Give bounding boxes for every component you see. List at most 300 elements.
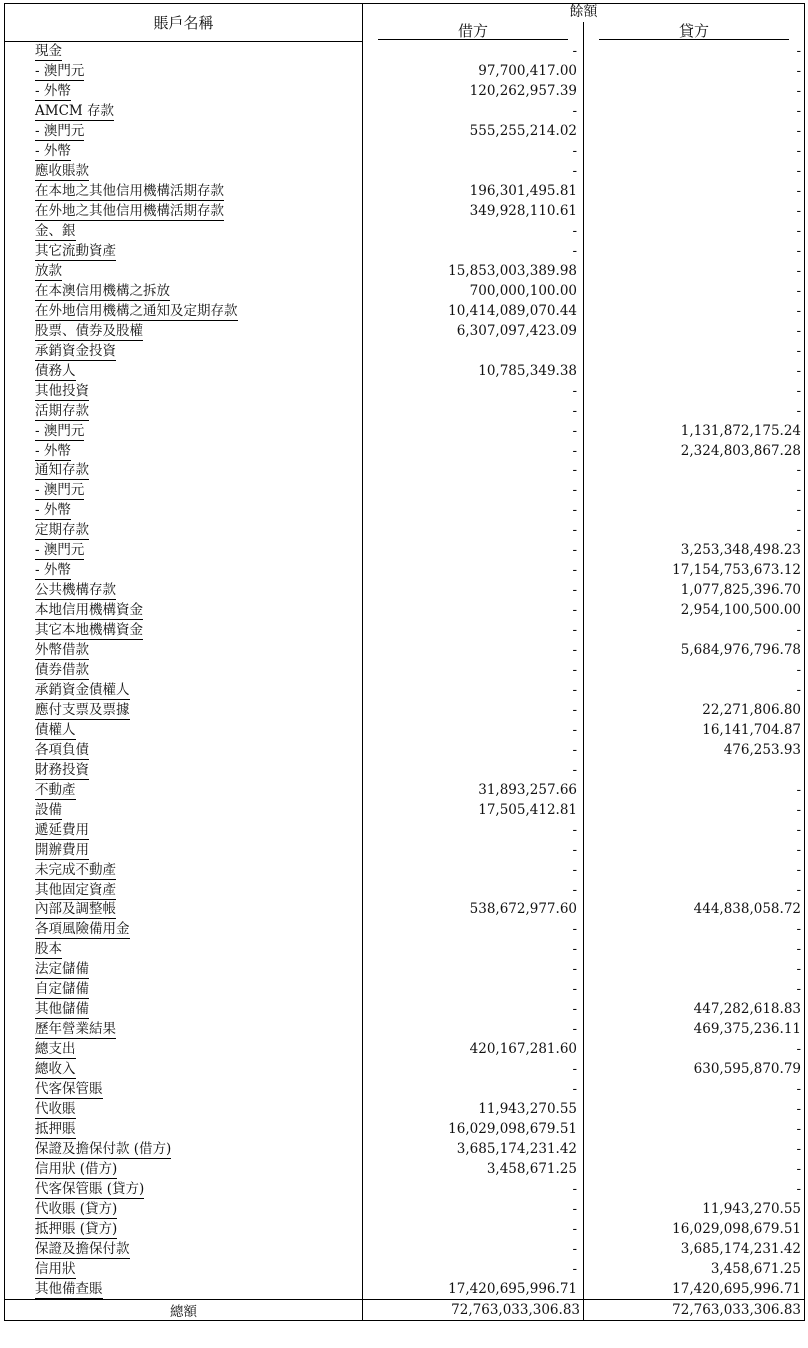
account-name: - 外幣 bbox=[35, 562, 71, 579]
credit-cell: - bbox=[584, 321, 805, 341]
debit-cell: - bbox=[363, 242, 584, 262]
account-name-cell bbox=[5, 1040, 363, 1060]
credit-cell: - bbox=[584, 162, 805, 182]
credit-cell: - bbox=[584, 820, 805, 840]
account-name-cell bbox=[5, 601, 363, 621]
debit-cell: 3,685,174,231.42 bbox=[363, 1139, 584, 1159]
account-name: 在本澳信用機構之拆放 bbox=[35, 282, 170, 299]
credit-cell: - bbox=[584, 780, 805, 800]
debit-cell: - bbox=[363, 421, 584, 441]
table-row bbox=[5, 1080, 805, 1100]
account-name-cell bbox=[5, 1239, 363, 1259]
debit-cell: 15,853,003,389.98 bbox=[363, 261, 584, 281]
debit-cell: - bbox=[363, 441, 584, 461]
account-name-cell bbox=[5, 42, 363, 62]
account-name-cell bbox=[5, 501, 363, 521]
debit-cell: - bbox=[363, 581, 584, 601]
account-name-cell bbox=[5, 661, 363, 681]
credit-cell: 469,375,236.11 bbox=[584, 1020, 805, 1040]
account-name: 債務人 bbox=[35, 362, 76, 379]
account-name-cell bbox=[5, 1080, 363, 1100]
account-name: 其他備查賬 bbox=[35, 1280, 103, 1297]
table-row bbox=[5, 1179, 805, 1199]
table-row bbox=[5, 1159, 805, 1179]
account-name: 法定儲備 bbox=[35, 961, 89, 978]
credit-cell: - bbox=[584, 1100, 805, 1120]
debit-cell: - bbox=[363, 1179, 584, 1199]
account-name-cell bbox=[5, 401, 363, 421]
credit-cell: - bbox=[584, 222, 805, 242]
table-row bbox=[5, 202, 805, 222]
debit-cell: 120,262,957.39 bbox=[363, 82, 584, 102]
credit-cell: 22,271,806.80 bbox=[584, 700, 805, 720]
account-name: - 外幣 bbox=[35, 502, 71, 519]
credit-cell: 2,324,803,867.28 bbox=[584, 441, 805, 461]
account-name-cell bbox=[5, 621, 363, 641]
account-name: 活期存款 bbox=[35, 402, 89, 419]
debit-cell: - bbox=[363, 740, 584, 760]
account-name: 其他儲備 bbox=[35, 1001, 89, 1018]
account-name: - 澳門元 bbox=[35, 63, 85, 80]
credit-cell: 17,420,695,996.71 bbox=[584, 1279, 805, 1299]
account-name: 股票、債券及股權 bbox=[35, 322, 143, 339]
account-name: 金、銀 bbox=[35, 223, 76, 240]
account-name-header: 賬戶名稱 bbox=[5, 4, 363, 42]
debit-cell: - bbox=[363, 700, 584, 720]
account-name: 外幣借款 bbox=[35, 642, 89, 659]
credit-cell: 5,684,976,796.78 bbox=[584, 641, 805, 661]
account-name: - 澳門元 bbox=[35, 542, 85, 559]
account-name: 股本 bbox=[35, 941, 62, 958]
account-name-cell bbox=[5, 1259, 363, 1279]
credit-header-label: 貸方 bbox=[599, 23, 789, 40]
account-name-cell bbox=[5, 1139, 363, 1159]
table-row bbox=[5, 700, 805, 720]
debit-cell: 538,672,977.60 bbox=[363, 900, 584, 920]
account-name: 放款 bbox=[35, 262, 62, 279]
debit-cell: - bbox=[363, 681, 584, 701]
debit-cell: - bbox=[363, 1199, 584, 1219]
account-name-cell bbox=[5, 641, 363, 661]
debit-cell: 31,893,257.66 bbox=[363, 780, 584, 800]
table-row bbox=[5, 381, 805, 401]
table-row bbox=[5, 541, 805, 561]
table-row bbox=[5, 940, 805, 960]
credit-cell: - bbox=[584, 521, 805, 541]
account-name: 開辦費用 bbox=[35, 841, 89, 858]
account-name: - 外幣 bbox=[35, 83, 71, 100]
account-name: 總收入 bbox=[35, 1061, 76, 1078]
table-row bbox=[5, 1100, 805, 1120]
debit-cell: 196,301,495.81 bbox=[363, 182, 584, 202]
credit-cell: 630,595,870.79 bbox=[584, 1060, 805, 1080]
debit-cell: - bbox=[363, 1239, 584, 1259]
debit-cell: 11,943,270.55 bbox=[363, 1100, 584, 1120]
credit-cell: - bbox=[584, 381, 805, 401]
account-name: 債權人 bbox=[35, 721, 76, 738]
account-name-cell bbox=[5, 1179, 363, 1199]
table-row bbox=[5, 1040, 805, 1060]
table-row bbox=[5, 182, 805, 202]
credit-cell: - bbox=[584, 182, 805, 202]
account-name-cell bbox=[5, 1119, 363, 1139]
credit-cell: - bbox=[584, 1119, 805, 1139]
account-name: 財務投資 bbox=[35, 761, 89, 778]
account-name: 各項風險備用金 bbox=[35, 921, 130, 938]
balance-sheet bbox=[4, 3, 804, 1321]
account-name: 歷年營業結果 bbox=[35, 1021, 116, 1038]
account-name-cell bbox=[5, 920, 363, 940]
table-row bbox=[5, 1020, 805, 1040]
debit-cell: - bbox=[363, 541, 584, 561]
debit-cell: - bbox=[363, 222, 584, 242]
debit-cell: - bbox=[363, 661, 584, 681]
debit-cell: - bbox=[363, 1020, 584, 1040]
credit-cell: 1,131,872,175.24 bbox=[584, 421, 805, 441]
account-name-cell bbox=[5, 321, 363, 341]
debit-cell: 16,029,098,679.51 bbox=[363, 1119, 584, 1139]
account-name-cell bbox=[5, 281, 363, 301]
account-name: - 澳門元 bbox=[35, 422, 85, 439]
table-row bbox=[5, 860, 805, 880]
account-name-cell bbox=[5, 681, 363, 701]
table-row bbox=[5, 880, 805, 900]
account-name: 未完成不動產 bbox=[35, 861, 116, 878]
debit-cell: 97,700,417.00 bbox=[363, 62, 584, 82]
debit-cell: 17,420,695,996.71 bbox=[363, 1279, 584, 1299]
table-row bbox=[5, 661, 805, 681]
credit-cell: - bbox=[584, 800, 805, 820]
table-row bbox=[5, 162, 805, 182]
total-debit: 72,763,033,306.83 bbox=[363, 1300, 584, 1321]
account-name: - 澳門元 bbox=[35, 482, 85, 499]
debit-cell: 420,167,281.60 bbox=[363, 1040, 584, 1060]
credit-cell: - bbox=[584, 1139, 805, 1159]
account-name: 各項負債 bbox=[35, 741, 89, 758]
debit-cell: - bbox=[363, 381, 584, 401]
credit-header bbox=[584, 22, 805, 42]
credit-cell: 16,141,704.87 bbox=[584, 720, 805, 740]
table-row bbox=[5, 102, 805, 122]
account-name-cell bbox=[5, 261, 363, 281]
table-row bbox=[5, 242, 805, 262]
account-name: 抵押賬 bbox=[35, 1120, 76, 1137]
table-row bbox=[5, 740, 805, 760]
account-name-cell bbox=[5, 1100, 363, 1120]
account-name-cell bbox=[5, 162, 363, 182]
table-row bbox=[5, 1239, 805, 1259]
table-row bbox=[5, 1139, 805, 1159]
debit-header bbox=[363, 22, 584, 42]
account-name: 總支出 bbox=[35, 1041, 76, 1058]
credit-cell: - bbox=[584, 1080, 805, 1100]
debit-cell: - bbox=[363, 720, 584, 740]
debit-cell: - bbox=[363, 42, 584, 62]
account-name: 其它流動資產 bbox=[35, 243, 116, 259]
account-name-cell bbox=[5, 421, 363, 441]
credit-cell: - bbox=[584, 281, 805, 301]
account-name: 代收賬 bbox=[35, 1100, 76, 1117]
debit-cell: 3,458,671.25 bbox=[363, 1159, 584, 1179]
credit-cell: - bbox=[584, 940, 805, 960]
debit-cell bbox=[363, 341, 584, 361]
account-name: 其他投資 bbox=[35, 382, 89, 399]
credit-cell: - bbox=[584, 62, 805, 82]
account-name-cell bbox=[5, 980, 363, 1000]
table-row bbox=[5, 501, 805, 521]
table-row bbox=[5, 1259, 805, 1279]
credit-cell: - bbox=[584, 481, 805, 501]
credit-cell: - bbox=[584, 461, 805, 481]
account-name-cell bbox=[5, 561, 363, 581]
debit-cell: - bbox=[363, 162, 584, 182]
table-row bbox=[5, 1000, 805, 1020]
credit-cell: 1,077,825,396.70 bbox=[584, 581, 805, 601]
credit-cell: - bbox=[584, 621, 805, 641]
debit-cell: - bbox=[363, 920, 584, 940]
debit-header-label: 借方 bbox=[378, 23, 568, 40]
debit-cell: - bbox=[363, 102, 584, 122]
table-row bbox=[5, 421, 805, 441]
account-name: 不動產 bbox=[35, 781, 76, 798]
account-name-cell bbox=[5, 700, 363, 720]
credit-cell: - bbox=[584, 1040, 805, 1060]
table-row bbox=[5, 441, 805, 461]
account-name: 保證及擔保付款 (借方) bbox=[35, 1140, 172, 1157]
debit-cell: - bbox=[363, 1080, 584, 1100]
credit-cell: 476,253.93 bbox=[584, 740, 805, 760]
table-row bbox=[5, 900, 805, 920]
table-row bbox=[5, 1219, 805, 1239]
table-row bbox=[5, 321, 805, 341]
credit-cell: - bbox=[584, 301, 805, 321]
account-name-cell bbox=[5, 820, 363, 840]
debit-cell: - bbox=[363, 840, 584, 860]
table-row bbox=[5, 1060, 805, 1080]
debit-cell: 10,414,089,070.44 bbox=[363, 301, 584, 321]
credit-cell: - bbox=[584, 102, 805, 122]
debit-cell: - bbox=[363, 940, 584, 960]
credit-cell: 3,458,671.25 bbox=[584, 1259, 805, 1279]
table-row bbox=[5, 720, 805, 740]
debit-cell: - bbox=[363, 601, 584, 621]
credit-cell: - bbox=[584, 1179, 805, 1199]
credit-cell bbox=[584, 760, 805, 780]
table-row bbox=[5, 521, 805, 541]
account-name-cell bbox=[5, 202, 363, 222]
debit-cell: - bbox=[363, 401, 584, 421]
credit-cell: - bbox=[584, 242, 805, 262]
debit-cell: 349,928,110.61 bbox=[363, 202, 584, 222]
table-row bbox=[5, 681, 805, 701]
account-name-cell bbox=[5, 1159, 363, 1179]
account-name: 在外地之其他信用機構活期存款 bbox=[35, 203, 224, 220]
account-name: 信用狀 (借方) bbox=[35, 1160, 118, 1177]
account-name: 債券借款 bbox=[35, 662, 89, 679]
account-name: 現金 bbox=[35, 43, 62, 60]
account-name: 代客保管賬 bbox=[35, 1081, 103, 1098]
credit-cell: - bbox=[584, 860, 805, 880]
debit-cell: - bbox=[363, 142, 584, 162]
debit-cell: - bbox=[363, 561, 584, 581]
debit-cell: - bbox=[363, 960, 584, 980]
table-row bbox=[5, 760, 805, 780]
debit-cell: 10,785,349.38 bbox=[363, 361, 584, 381]
account-name: 自定儲備 bbox=[35, 981, 89, 998]
credit-cell: - bbox=[584, 261, 805, 281]
account-name-cell bbox=[5, 142, 363, 162]
total-credit: 72,763,033,306.83 bbox=[584, 1300, 805, 1321]
debit-cell: 6,307,097,423.09 bbox=[363, 321, 584, 341]
debit-cell: - bbox=[363, 880, 584, 900]
table-row bbox=[5, 1199, 805, 1219]
debit-cell: - bbox=[363, 980, 584, 1000]
table-row bbox=[5, 1279, 805, 1299]
debit-cell: 555,255,214.02 bbox=[363, 122, 584, 142]
credit-cell: - bbox=[584, 361, 805, 381]
total-row bbox=[5, 1300, 805, 1321]
credit-cell: - bbox=[584, 960, 805, 980]
credit-cell: 2,954,100,500.00 bbox=[584, 601, 805, 621]
credit-cell: - bbox=[584, 501, 805, 521]
credit-cell: 3,685,174,231.42 bbox=[584, 1239, 805, 1259]
account-name-cell bbox=[5, 900, 363, 920]
table-row bbox=[5, 461, 805, 481]
account-name: - 外幣 bbox=[35, 442, 71, 459]
table-row bbox=[5, 261, 805, 281]
account-name: 在本地之其他信用機構活期存款 bbox=[35, 183, 224, 200]
accounts-table bbox=[4, 3, 805, 1321]
account-name: 其他固定資產 bbox=[35, 881, 116, 898]
debit-cell: - bbox=[363, 1000, 584, 1020]
credit-cell: 17,154,753,673.12 bbox=[584, 561, 805, 581]
table-row bbox=[5, 42, 805, 62]
credit-cell: - bbox=[584, 880, 805, 900]
table-row bbox=[5, 222, 805, 242]
debit-cell: - bbox=[363, 820, 584, 840]
debit-cell: 700,000,100.00 bbox=[363, 281, 584, 301]
account-name: 代客保管賬 (貸方) bbox=[35, 1180, 145, 1197]
account-name: 在外地信用機構之通知及定期存款 bbox=[35, 302, 238, 319]
credit-cell: - bbox=[584, 920, 805, 940]
account-name-cell bbox=[5, 541, 363, 561]
table-row bbox=[5, 601, 805, 621]
credit-cell: - bbox=[584, 401, 805, 421]
account-name: - 澳門元 bbox=[35, 123, 85, 140]
account-name-cell bbox=[5, 222, 363, 242]
account-name: 應收賬款 bbox=[35, 163, 89, 180]
table-row bbox=[5, 301, 805, 321]
account-name-cell bbox=[5, 1060, 363, 1080]
account-name: 代收賬 (貸方) bbox=[35, 1200, 118, 1217]
credit-cell: - bbox=[584, 661, 805, 681]
account-name-cell bbox=[5, 361, 363, 381]
account-name: 應付支票及票據 bbox=[35, 701, 130, 718]
account-name-cell bbox=[5, 1279, 363, 1299]
table-row bbox=[5, 401, 805, 421]
debit-cell: - bbox=[363, 521, 584, 541]
table-row bbox=[5, 960, 805, 980]
table-row bbox=[5, 62, 805, 82]
table-row bbox=[5, 641, 805, 661]
account-name-cell bbox=[5, 341, 363, 361]
account-name: 遞延費用 bbox=[35, 821, 89, 838]
account-name: 本地信用機構資金 bbox=[35, 602, 143, 619]
account-name: 抵押賬 (貸方) bbox=[35, 1220, 118, 1237]
table-row bbox=[5, 561, 805, 581]
account-name-cell bbox=[5, 860, 363, 880]
table-row bbox=[5, 142, 805, 162]
debit-cell: - bbox=[363, 461, 584, 481]
account-name-cell bbox=[5, 1000, 363, 1020]
table-row bbox=[5, 341, 805, 361]
credit-cell: - bbox=[584, 341, 805, 361]
account-name-cell bbox=[5, 301, 363, 321]
table-row bbox=[5, 621, 805, 641]
total-label: 總額 bbox=[5, 1300, 363, 1321]
account-name-cell bbox=[5, 102, 363, 122]
credit-cell: 444,838,058.72 bbox=[584, 900, 805, 920]
account-name-cell bbox=[5, 461, 363, 481]
account-name-cell bbox=[5, 381, 363, 401]
debit-cell: - bbox=[363, 501, 584, 521]
account-name: 內部及調整帳 bbox=[35, 901, 116, 918]
table-row bbox=[5, 122, 805, 142]
account-name-cell bbox=[5, 441, 363, 461]
account-name: - 外幣 bbox=[35, 143, 71, 160]
account-name-cell bbox=[5, 800, 363, 820]
credit-cell: - bbox=[584, 202, 805, 222]
balance-header: 餘額 bbox=[363, 4, 805, 22]
debit-cell: - bbox=[363, 860, 584, 880]
credit-cell: 16,029,098,679.51 bbox=[584, 1219, 805, 1239]
account-name-cell bbox=[5, 720, 363, 740]
account-name-cell bbox=[5, 122, 363, 142]
table-row bbox=[5, 800, 805, 820]
credit-cell: - bbox=[584, 840, 805, 860]
credit-cell: 11,943,270.55 bbox=[584, 1199, 805, 1219]
debit-cell: - bbox=[363, 1259, 584, 1279]
account-name-cell bbox=[5, 1020, 363, 1040]
account-name-cell bbox=[5, 481, 363, 501]
account-name-cell bbox=[5, 521, 363, 541]
debit-cell: - bbox=[363, 641, 584, 661]
account-name: 承銷資金債權人 bbox=[35, 681, 130, 698]
account-name-cell bbox=[5, 740, 363, 760]
account-name: AMCM 存款 bbox=[35, 103, 115, 120]
table-row bbox=[5, 361, 805, 381]
account-name-cell bbox=[5, 960, 363, 980]
table-row bbox=[5, 780, 805, 800]
table-row bbox=[5, 581, 805, 601]
account-name: 設備 bbox=[35, 801, 62, 818]
account-name-cell bbox=[5, 242, 363, 262]
debit-cell: - bbox=[363, 621, 584, 641]
account-name: 其它本地機構資金 bbox=[35, 622, 143, 639]
debit-cell: - bbox=[363, 1060, 584, 1080]
account-name-cell bbox=[5, 1219, 363, 1239]
account-name-cell bbox=[5, 840, 363, 860]
credit-cell: 447,282,618.83 bbox=[584, 1000, 805, 1020]
credit-cell: - bbox=[584, 681, 805, 701]
credit-cell: - bbox=[584, 142, 805, 162]
credit-cell: - bbox=[584, 42, 805, 62]
credit-cell: - bbox=[584, 82, 805, 102]
credit-cell: 3,253,348,498.23 bbox=[584, 541, 805, 561]
account-name: 承銷資金投資 bbox=[35, 342, 116, 359]
table-body bbox=[5, 42, 805, 1300]
account-name-cell bbox=[5, 880, 363, 900]
